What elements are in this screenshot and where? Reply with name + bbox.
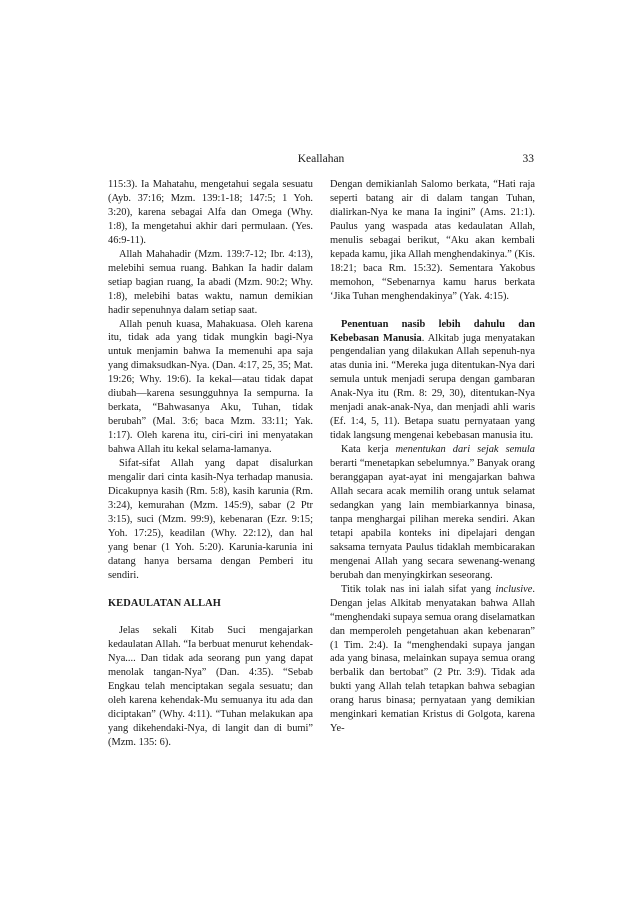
- page-header: [108, 151, 534, 167]
- left-paragraph-communicable-attributes: Sifat-sifat Allah yang dapat disalurkan mengalir dari cinta kasih-Nya terhadap manusia. Dicakupnya kasih (Rm. 5:8), kasih karunia (Rm. 3:24), kemurahan (Mzm. 145:9), sabar (2 Ptr 3:15), suci (Mzm. 99:9), kebenaran (Ezr. 9:15; Yoh. 17:25), keadilan (Why. 22:12), dan hal yang benar (1 Yoh. 5:20). Karunia-karunia ini datang hanya bersama dengan Pemberi itu sendiri.: [108, 458, 313, 581]
- right-paragraph-1: Dengan demikianlah Salomo berkata, “Hati raja seperti batang air di dalam tangan Tuhan, dialirkan-Nya ke mana Ia ingini” (Ams. 21:1). Paulus yang waspada atas kedaulatan Allah, menulis sebagai berikut, “Aku akan kembali kepada kamu, jika Allah menghendakinya.” (Kis. 18:21; baca Rm. 15:32). Sementara Yakobus memohon, “Sebenarnya kamu harus berkata ‘Jika Tuhan menghendakinya” (Yak. 4:15).: [330, 179, 535, 302]
- inclusive-text-rest: . Dengan jelas Alkitab menyatakan bahwa Allah “menghendaki supaya semua orang diselamatkan dan memperoleh pengetahuan akan kebenaran” (1 Tim. 2:4). Ia “menghendaki supaya jangan ada yang binasa, melainkan supaya semua orang berbalik dan bertobat” (2 Ptr. 3:9). Tidak ada bukti yang Allah telah tetapkan bahwa sebagian orang harus binasa; pernyataan yang demikian menginkari kematian Kristus di Golgota, karena Ye-: [330, 583, 535, 735]
- verb-text-start: Kata kerja: [341, 444, 396, 456]
- right-paragraph-inclusive: [330, 583, 535, 736]
- inclusive-text-start: Titik tolak nas ini ialah sifat yang: [341, 583, 496, 595]
- predestination-text: . Alkitab juga menyatakan pengendalian yang dilakukan Allah sepenuh-nya atas dunia ini. “Mereka juga ditentukan-Nya dari semula untuk menjadi serupa dengan gambaran Anak-Nya itu (Rm. 8: 29, 30), ditentukan-Nya menjadi anak-anak-Nya, dan menjadi ahli waris (Ef. 1:4, 5, 11). Betapa suatu pernyataan yang tidak langsung mengenai kebebasan manusia itu.: [330, 332, 535, 442]
- page-number: 33: [522, 153, 534, 165]
- right-paragraph-verb: [330, 443, 535, 583]
- right-paragraph-predestination: [330, 318, 535, 444]
- left-paragraph-omnipresence: Allah Mahahadir (Mzm. 139:7-12; Ibr. 4:13), melebihi semua ruang. Bahkan Ia hadir dalam setiap bagian ruang, Ia abadi (Mzm. 90:2; Why. 1:8), melebihi batas waktu, namun demikian hadir sepenuhnya dalam setiap saat.: [108, 248, 313, 316]
- subheading-predestination: Penentuan nasib lebih dahulu dan Kebebasan Manusia: [330, 318, 535, 344]
- left-column: [108, 178, 313, 750]
- verb-text-rest: berarti “menetapkan sebelumnya.” Banyak orang beranggapan ayat-ayat ini mengajarkan bahwa Allah secara acak memilih orang untuk selamat sedangkan yang lain membiarkannya binasa, tanpa menghargai pilihan mereka sendiri. Akan tetapi apabila konteks ini dipelajari dengan saksama ternyata Paulus tidaklah membicarakan mengenai Allah yang secara sewenang-wenang berubah dan menyingkirkan seseorang.: [330, 458, 535, 581]
- left-paragraph-omnipotence: Allah penuh kuasa, Mahakuasa. Oleh karena itu, tidak ada yang tidak mungkin bagi-Nya untuk menjamin bahwa Ia memenuhi apa saja yang dimaksudkan-Nya. (Dan. 4:17, 25, 35; Mat. 19:26; Why. 19:6). Ia kekal—atau tidak dapat diubah—karena sesungguhnya Ia sempurna. Ia berkata, “Bahwasanya Aku, Tuhan, tidak berubah” (Mal. 3:6; baca Mzm. 33:11; Yak. 1:17). Oleh karena itu, ciri-ciri ini menyatakan bahwa Allah itu kekal selama-lamanya.: [108, 318, 313, 456]
- running-title: Keallahan: [297, 153, 345, 165]
- section-heading-sovereignty: KEDAULATAN ALLAH: [108, 597, 221, 609]
- left-paragraph-sovereignty: Jelas sekali Kitab Suci mengajarkan kedaulatan Allah. “Ia berbuat menurut kehendak-Nya.... Dan tidak ada seorang pun yang dapat menolak tangan-Nya” (Dan. 4:35). “Sebab Engkau telah menciptakan segala sesuatu; dan oleh karena kehendak-Mu semuanya itu ada dan diciptakan” (Why. 4:11). “Tuhan melakukan apa yang dikehendaki-Nya, di langit dan di bumi” (Mzm. 135: 6).: [108, 625, 313, 749]
- left-paragraph-1: 115:3). Ia Mahatahu, mengetahui segala sesuatu (Ayb. 37:16; Mzm. 139:1-18; 147:5; 1 Yoh. 3:20), karena sebagai Alfa dan Omega (Why. 1:8), Ia mengetahui akhir dari permulaan. (Yes. 46:9-11).: [108, 179, 313, 246]
- verb-italic-term: menentukan dari sejak semula: [395, 444, 536, 456]
- right-column: [330, 178, 535, 736]
- inclusive-italic-term: inclusive: [495, 583, 533, 595]
